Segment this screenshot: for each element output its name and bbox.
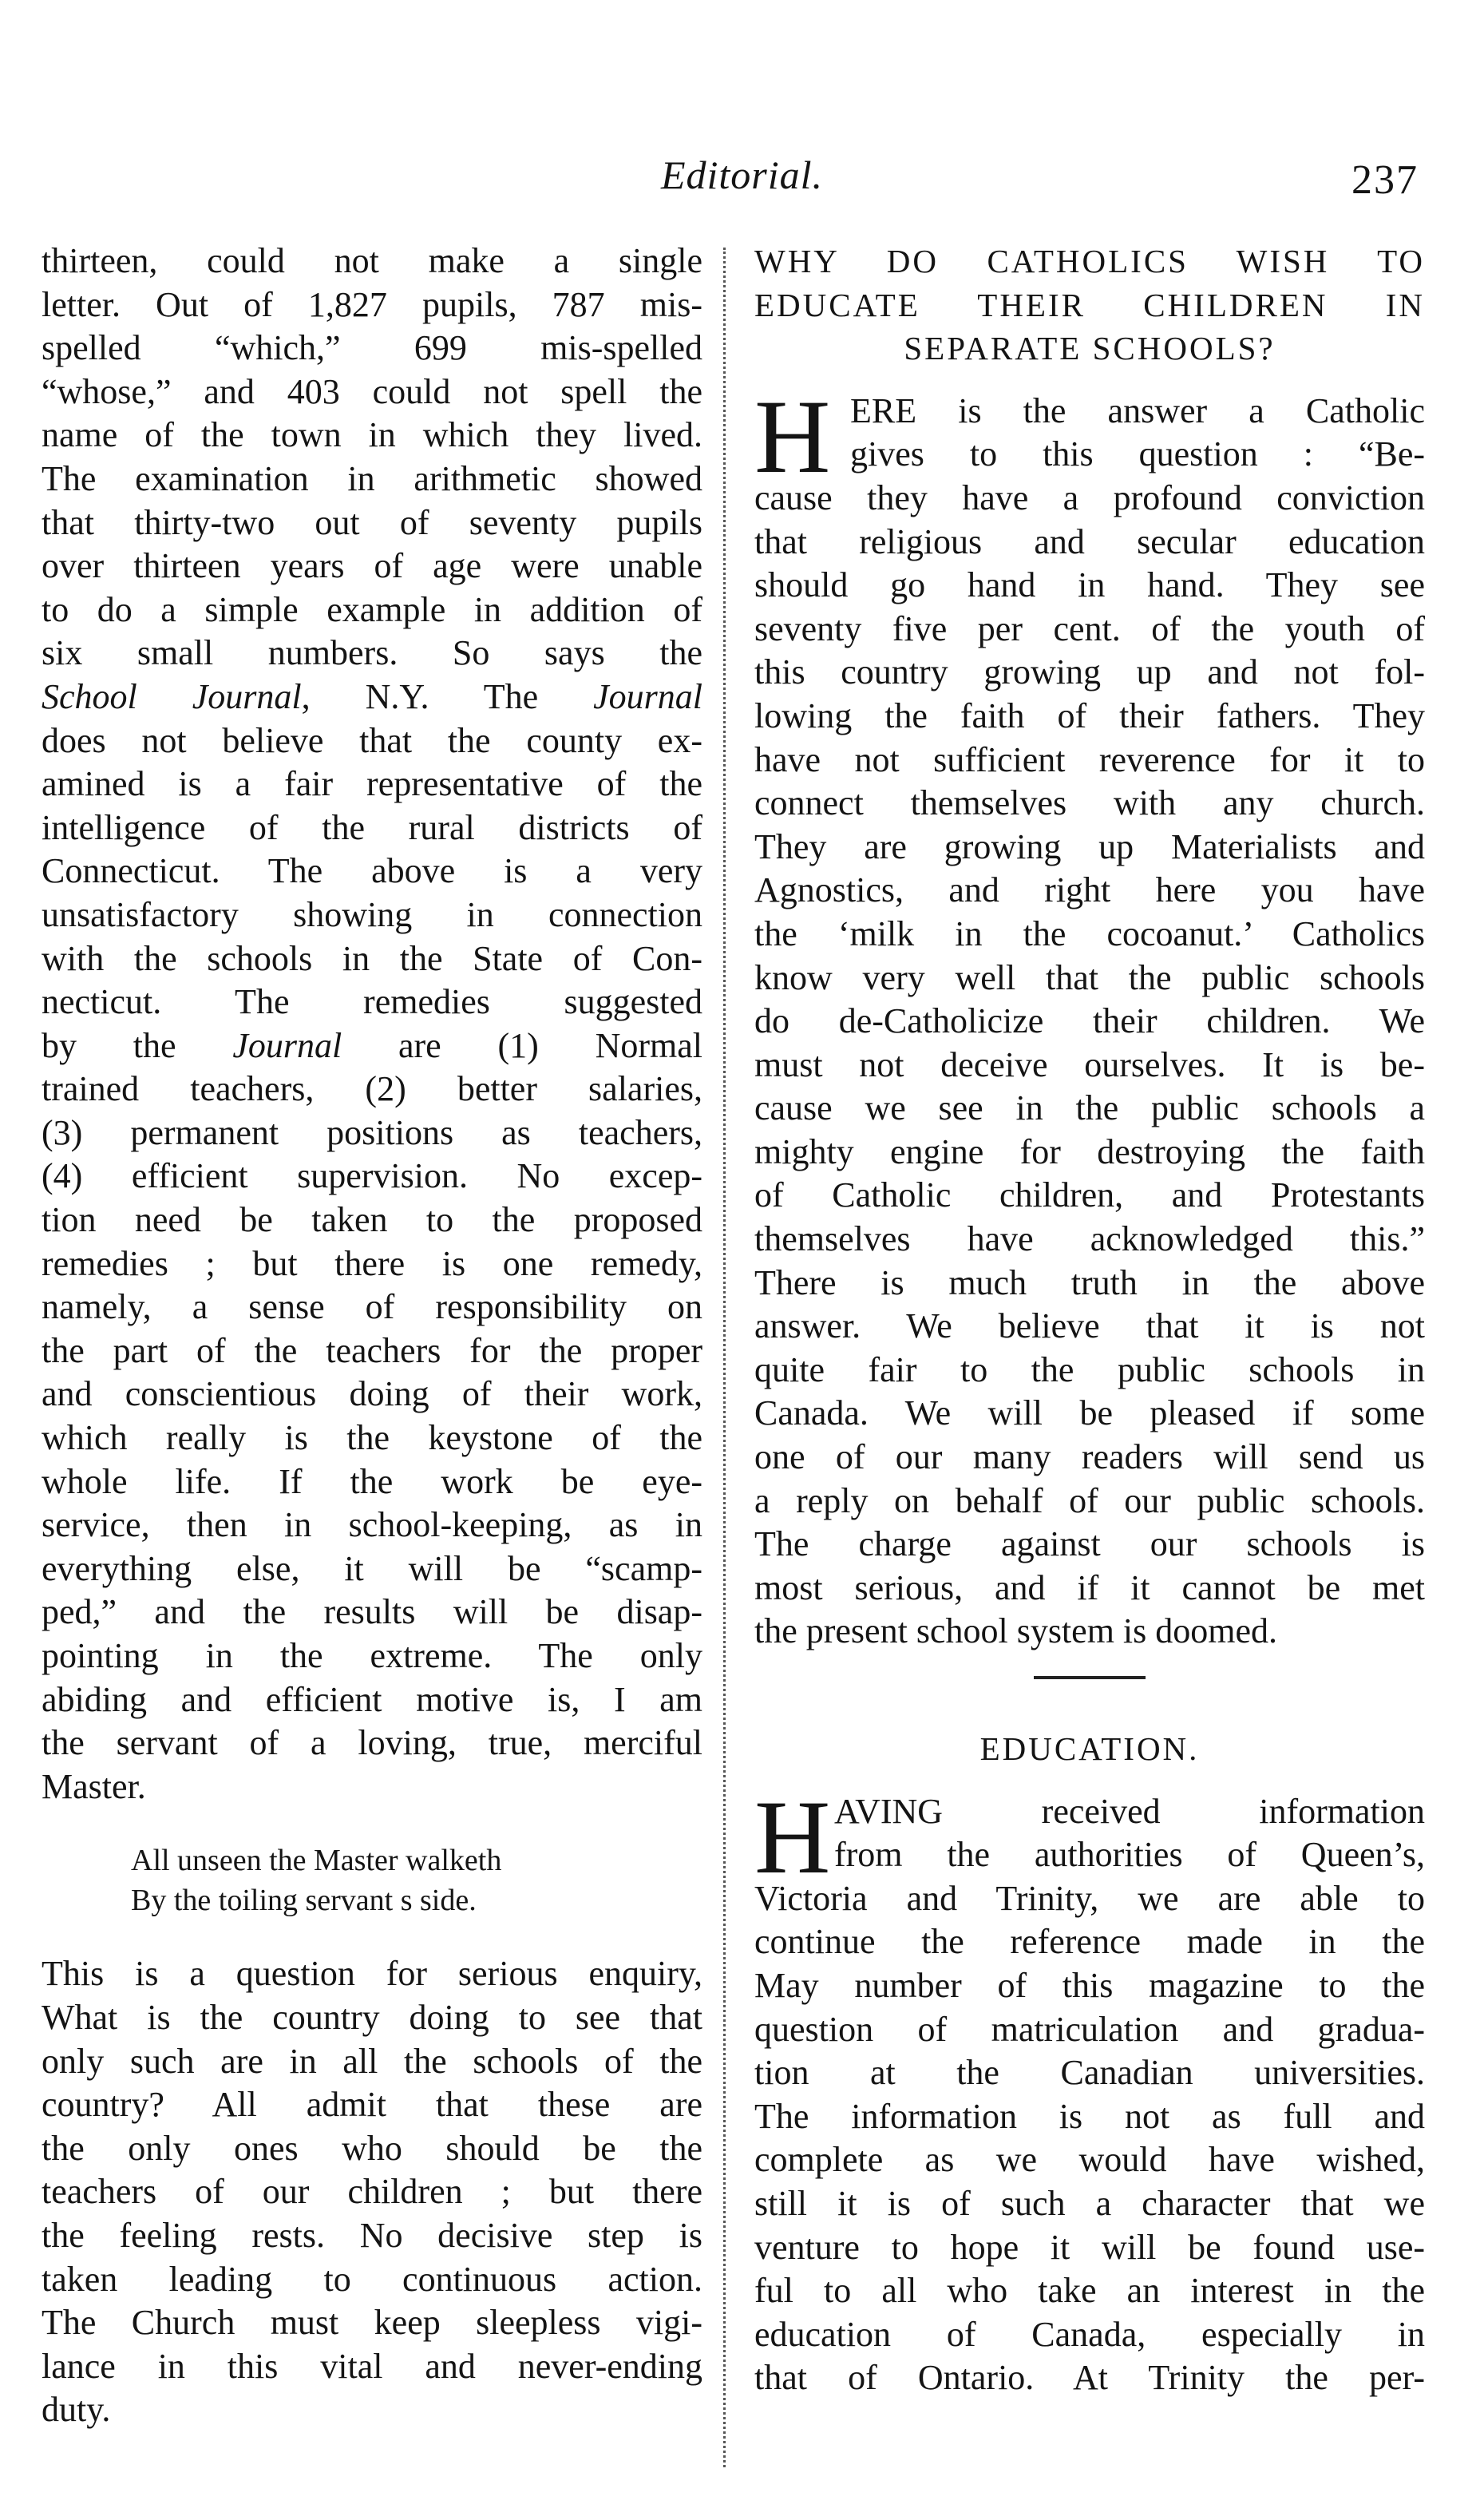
text-line: Victoria and Trinity, we are able to (754, 1878, 1425, 1918)
text-line: They are growing up Materialists and (754, 826, 1425, 866)
text-line: unsatisfactory showing in connection (42, 894, 702, 934)
text-line (42, 1024, 702, 1068)
text-line: know very well that the public schools (754, 957, 1425, 997)
text-line: whole life. If the work be eye- (42, 1461, 702, 1501)
text-line: taken leading to continuous action. (42, 2259, 702, 2299)
text-line: ped,” and the results will be disap- (42, 1592, 702, 1632)
page-header-title: Editorial. (660, 153, 824, 197)
text-line: from the authorities of Queen’s, (834, 1835, 1425, 1875)
heading-line: SEPARATE SCHOOLS? (904, 330, 1276, 367)
italic-title: School Journal (42, 676, 302, 716)
text-line: lance in this vital and never-ending (42, 2346, 702, 2386)
text-line: (3) permanent positions as teachers, (42, 1112, 702, 1152)
drop-cap-letter: H (754, 1777, 831, 1896)
text-line: quite fair to the public schools in (754, 1349, 1425, 1389)
text-line: a reply on behalf of our public schools. (754, 1480, 1425, 1520)
text-line: teachers of our children ; but there (42, 2172, 702, 2212)
text-line: still it is of such a character that we (754, 2183, 1425, 2223)
left-paragraph-1 (42, 240, 702, 1809)
text-line: lowing the faith of their fathers. They (754, 695, 1425, 735)
text-line: six small numbers. So says the (42, 633, 702, 673)
text-line: does not believe that the county ex- (42, 720, 702, 760)
text-line: have not sufficient reverence for it to (754, 739, 1425, 779)
text-line: cause they have a profound conviction (754, 477, 1425, 517)
section-divider (1034, 1676, 1146, 1679)
italic-title: Journal (232, 1025, 342, 1065)
text-line: duty. (42, 2390, 111, 2430)
text-line: tion need be taken to the proposed (42, 1200, 702, 1240)
text-line: the part of the teachers for the proper (42, 1330, 702, 1370)
page-number: 237 (1351, 157, 1419, 203)
text-line: abiding and efficient motive is, I am (42, 1679, 702, 1719)
text-line: ful to all who take an interest in the (754, 2271, 1425, 2311)
text-line: only such are in all the schools of the (42, 2041, 702, 2081)
text-line: ERE is the answer a Catholic (850, 390, 1425, 430)
text-line: cause we see in the public schools a (754, 1088, 1425, 1128)
text-fragment: by the (42, 1025, 233, 1065)
verse-line: All unseen the Master walketh (131, 1844, 502, 1878)
text-line: remedies ; but there is one remedy, (42, 1243, 702, 1283)
verse-quote (42, 1840, 702, 1920)
text-line: education of Canada, especially in (754, 2314, 1425, 2354)
text-line: intelligence of the rural districts of (42, 807, 702, 847)
text-line: to do a simple example in addition of (42, 589, 702, 629)
text-line: most serious, and if it cannot be met (754, 1567, 1425, 1607)
heading-line: EDUCATE THEIR CHILDREN IN (754, 286, 1425, 323)
right-column (754, 240, 1425, 2400)
right-paragraph-2 (754, 1777, 1425, 2400)
section-heading-education: EDUCATION. (979, 1730, 1200, 1767)
text-line: of Catholic children, and Protestants (754, 1175, 1425, 1215)
text-line: spelled “which,” 699 mis-spelled (42, 328, 702, 368)
text-line: (4) efficient supervision. No excep- (42, 1156, 702, 1196)
text-line: do de-Catholicize their children. We (754, 1001, 1425, 1041)
text-line: service, then in school-keeping, as in (42, 1505, 702, 1545)
text-line: one of our many readers will send us (754, 1437, 1425, 1477)
text-line: pointing in the extreme. The only (42, 1636, 702, 1675)
text-line: The information is not as full and (754, 2096, 1425, 2136)
text-line: complete as we would have wished, (754, 2140, 1425, 2180)
text-line: the only ones who should be the (42, 2128, 702, 2168)
text-line: and conscientious doing of their work, (42, 1374, 702, 1414)
text-line: that of Ontario. At Trinity the per- (754, 2358, 1425, 2398)
text-line: the ‘milk in the cocoanut.’ Catholics (754, 913, 1425, 953)
text-line: seventy five per cent. of the youth of (754, 608, 1425, 648)
text-line: The Church must keep sleepless vigi- (42, 2303, 702, 2343)
text-line (42, 676, 702, 719)
verse-line: By the toiling servant s side. (131, 1884, 477, 1918)
text-line: country? All admit that these are (42, 2085, 702, 2125)
text-line: There is much truth in the above (754, 1262, 1425, 1302)
text-line: trained teachers, (2) better salaries, (42, 1069, 702, 1109)
text-line: continue the reference made in the (754, 1922, 1425, 1962)
text-line: everything else, it will be “scamp- (42, 1548, 702, 1588)
text-line: “whose,” and 403 could not spell the (42, 371, 702, 411)
text-line: necticut. The remedies suggested (42, 982, 702, 1022)
text-line: the present school system is doomed. (754, 1611, 1278, 1651)
text-line: gives to this question : “Be- (850, 434, 1425, 474)
drop-cap-letter: H (754, 377, 831, 495)
right-paragraph-1 (754, 377, 1425, 1654)
text-line: question of matriculation and gradua- (754, 2009, 1425, 2049)
text-line: which really is the keystone of the (42, 1418, 702, 1458)
text-line: The examination in arithmetic showed (42, 458, 702, 498)
text-line: should go hand in hand. They see (754, 565, 1425, 605)
text-line: this country growing up and not fol- (754, 652, 1425, 692)
text-line: venture to hope it will be found use- (754, 2227, 1425, 2267)
italic-title: Journal (593, 676, 702, 716)
text-line: over thirteen years of age were unable (42, 546, 702, 586)
text-line: the servant of a loving, true, merciful (42, 1723, 702, 1763)
text-line: mighty engine for destroying the faith (754, 1131, 1425, 1171)
text-line: This is a question for serious enquiry, (42, 1954, 702, 1994)
text-line: letter. Out of 1,827 pupils, 787 mis- (42, 284, 702, 324)
text-line: with the schools in the State of Con- (42, 938, 702, 978)
section-heading-catholics (754, 240, 1425, 370)
text-line: thirteen, could not make a single (42, 241, 702, 280)
text-line: Agnostics, and right here you have (754, 870, 1425, 910)
text-line: name of the town in which they lived. (42, 415, 702, 455)
column-divider (723, 248, 726, 2467)
text-line: connect themselves with any church. (754, 783, 1425, 823)
text-line: namely, a sense of responsibility on (42, 1287, 702, 1327)
text-line: amined is a fair representative of the (42, 764, 702, 804)
text-fragment: are (1) Normal (342, 1025, 702, 1065)
text-fragment: , N.Y. The (301, 676, 594, 716)
text-line: May number of this magazine to the (754, 1965, 1425, 2005)
text-line: the feeling rests. No decisive step is (42, 2215, 702, 2255)
text-line: The charge against our schools is (754, 1524, 1425, 1564)
text-line: must not deceive ourselves. It is be- (754, 1044, 1425, 1084)
text-line: Connecticut. The above is a very (42, 851, 702, 891)
left-column (42, 240, 702, 2432)
left-paragraph-2 (42, 1952, 702, 2432)
text-line: Master. (42, 1766, 146, 1806)
text-line: themselves have acknowledged this.” (754, 1219, 1425, 1259)
text-line: answer. We believe that it is not (754, 1306, 1425, 1346)
heading-line: WHY DO CATHOLICS WISH TO (754, 243, 1425, 279)
text-line: What is the country doing to see that (42, 1997, 702, 2037)
text-line: AVING received information (834, 1791, 1425, 1831)
text-line: tion at the Canadian universities. (754, 2053, 1425, 2093)
text-line: Canada. We will be pleased if some (754, 1393, 1425, 1433)
text-line: that religious and secular education (754, 521, 1425, 561)
text-line: that thirty-two out of seventy pupils (42, 502, 702, 542)
